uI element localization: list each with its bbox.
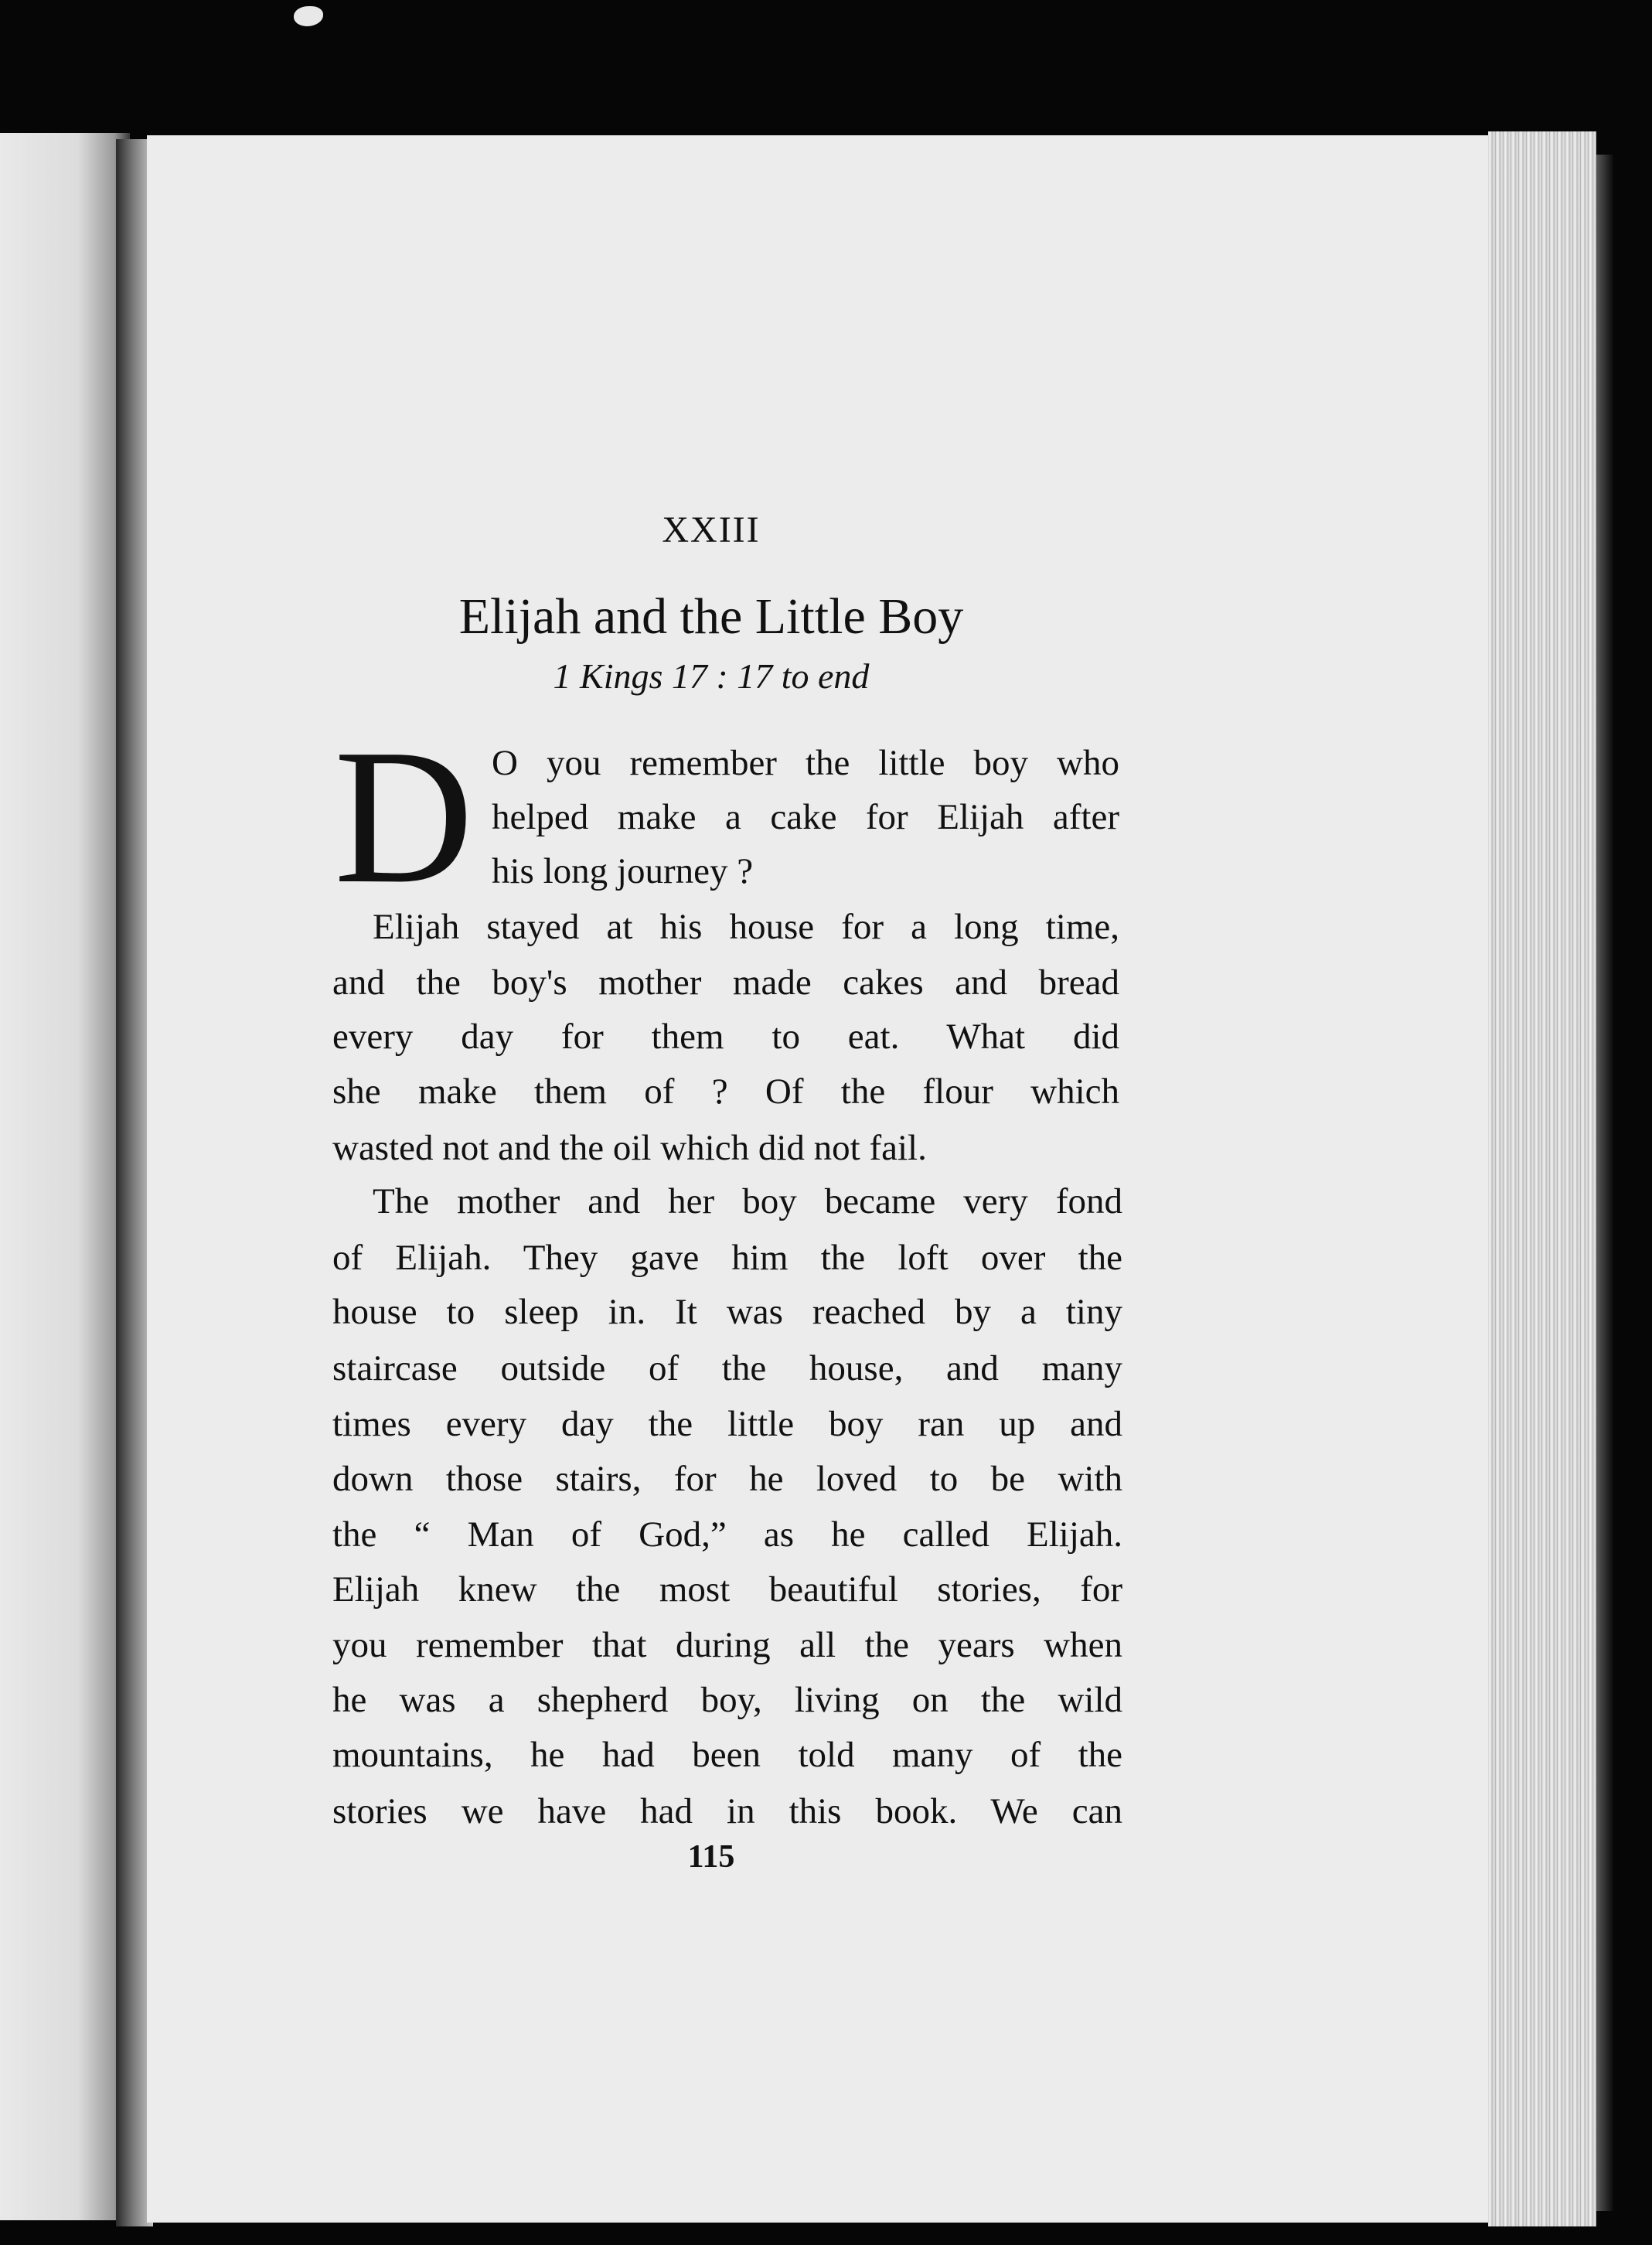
text-line: O you remember the little boy who <box>492 743 1119 783</box>
left-page-edge <box>0 133 130 2220</box>
drop-cap: D <box>334 710 474 924</box>
text-line: wasted not and the oil which did not fail. <box>332 1128 927 1168</box>
text-line: The mother and her boy became very fond <box>373 1181 1122 1221</box>
scripture-reference: 1 Kings 17 : 17 to end <box>553 656 870 696</box>
text-line: his long journey ? <box>492 851 754 891</box>
page-fore-edge <box>1488 131 1596 2226</box>
text-line: mountains, he had been told many of the <box>332 1735 1122 1775</box>
text-line: and the boy's mother made cakes and bread <box>332 962 1119 1003</box>
text-line: he was a shepherd boy, living on the wild <box>332 1680 1122 1720</box>
text-line: of Elijah. They gave him the loft over the <box>332 1238 1122 1278</box>
scan-speck <box>294 6 323 26</box>
text-line: helped make a cake for Elijah after <box>492 797 1119 837</box>
text-line: down those stairs, for he loved to be with <box>332 1459 1122 1499</box>
fore-edge-shadow <box>1596 155 1613 2211</box>
text-line: stories we have had in this book. We can <box>332 1791 1122 1831</box>
text-line: you remember that during all the years when <box>332 1625 1122 1665</box>
chapter-title: Elijah and the Little Boy <box>458 588 964 645</box>
text-line: Elijah knew the most beautiful stories, for <box>332 1569 1122 1610</box>
text-line: she make them of ? Of the flour which <box>332 1071 1119 1112</box>
page-number: 115 <box>687 1839 735 1875</box>
text-line: house to sleep in. It was reached by a tiny <box>332 1292 1122 1332</box>
text-line: every day for them to eat. What did <box>332 1017 1119 1057</box>
text-line: staircase outside of the house, and many <box>332 1348 1122 1388</box>
text-line: Elijah stayed at his house for a long time, <box>373 907 1119 947</box>
text-line: the “ Man of God,” as he called Elijah. <box>332 1514 1122 1555</box>
chapter-number: XXIII <box>662 509 761 550</box>
text-line: times every day the little boy ran up and <box>332 1404 1122 1444</box>
